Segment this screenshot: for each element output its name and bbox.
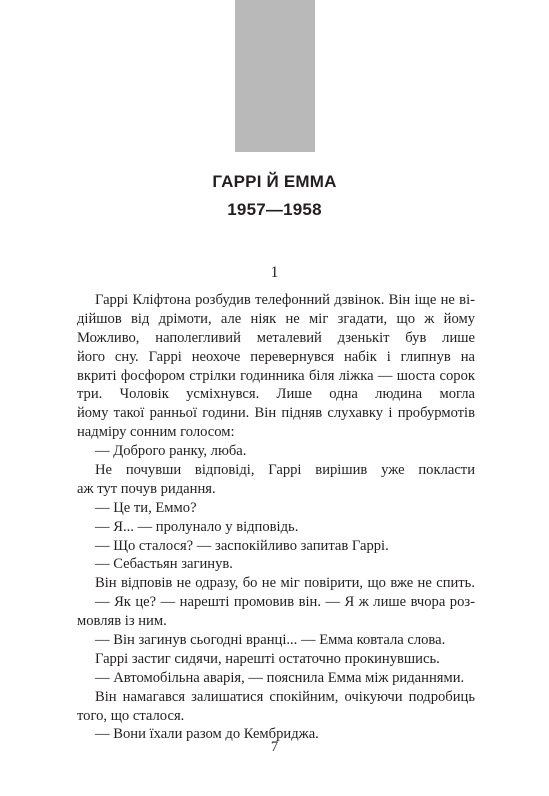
text-line: Гаррі застиг сидячи, нарешті остаточно прокинувшись. <box>95 650 440 667</box>
text-line: надміру сонним голосом: <box>77 424 235 441</box>
text-line: — Це ти, Еммо? <box>95 499 197 516</box>
text-line: — Вони їхали разом до Кембриджа. <box>95 726 319 743</box>
chapter-header-bar <box>235 0 315 152</box>
text-line: того, що сталося. <box>77 707 185 724</box>
text-line: мовляв із ним. <box>77 613 167 630</box>
text-line: Він намагався залишатися спокійним, очікуючи подробиць <box>95 688 475 705</box>
text-line: — Як це? — нарешті промовив він. — Я ж лише вчора роз- <box>95 594 475 611</box>
text-line: три. Чоловік усміхнувся. Лише одна людина могла <box>77 386 475 403</box>
page-number: 7 <box>270 739 279 755</box>
text-line: Гаррі Кліфтона розбудив телефонний дзвінок. Він іще не ві- <box>95 292 475 308</box>
text-line: дійшов від дрімоти, але ніяк не міг згадати, що ж йому <box>77 310 475 327</box>
chapter-years: 1957—1958 <box>227 200 322 219</box>
text-line: йому такої ранньої години. Він підняв слухавку і пробурмотів <box>77 405 475 422</box>
text-line: Не почувши відповіді, Гаррі вирішив уже покласти <box>95 462 475 479</box>
text-line: — Доброго ранку, люба. <box>95 443 247 460</box>
chapter-number: 1 <box>270 264 279 281</box>
text-line: вкриті фосфором стрілки годинника біля ліжка — шоста сорок <box>77 367 475 384</box>
body-text <box>77 291 475 744</box>
text-line: — Себастьян загинув. <box>95 556 233 573</box>
text-line: Можливо, наполегливий металевий дзенькіт був лише <box>77 329 475 346</box>
text-line: аж тут почув ридання. <box>77 480 216 497</box>
text-line: Він відповів не одразу, бо не міг повірити, що вже не спить. <box>95 575 475 592</box>
text-line: — Я... — пролунало у відповідь. <box>95 518 299 535</box>
text-line: — Він загинув сьогодні вранці... — Емма ковтала слова. <box>95 632 446 649</box>
text-line: його сну. Гаррі неохоче перевернувся набік і глипнув на <box>77 348 475 365</box>
text-line: — Що сталося? — заспокійливо запитав Гаррі. <box>95 537 389 554</box>
chapter-title: ГАРРІ Й ЕММА <box>212 172 337 191</box>
text-line: — Автомобільна аварія, — пояснила Емма між риданнями. <box>95 669 465 686</box>
